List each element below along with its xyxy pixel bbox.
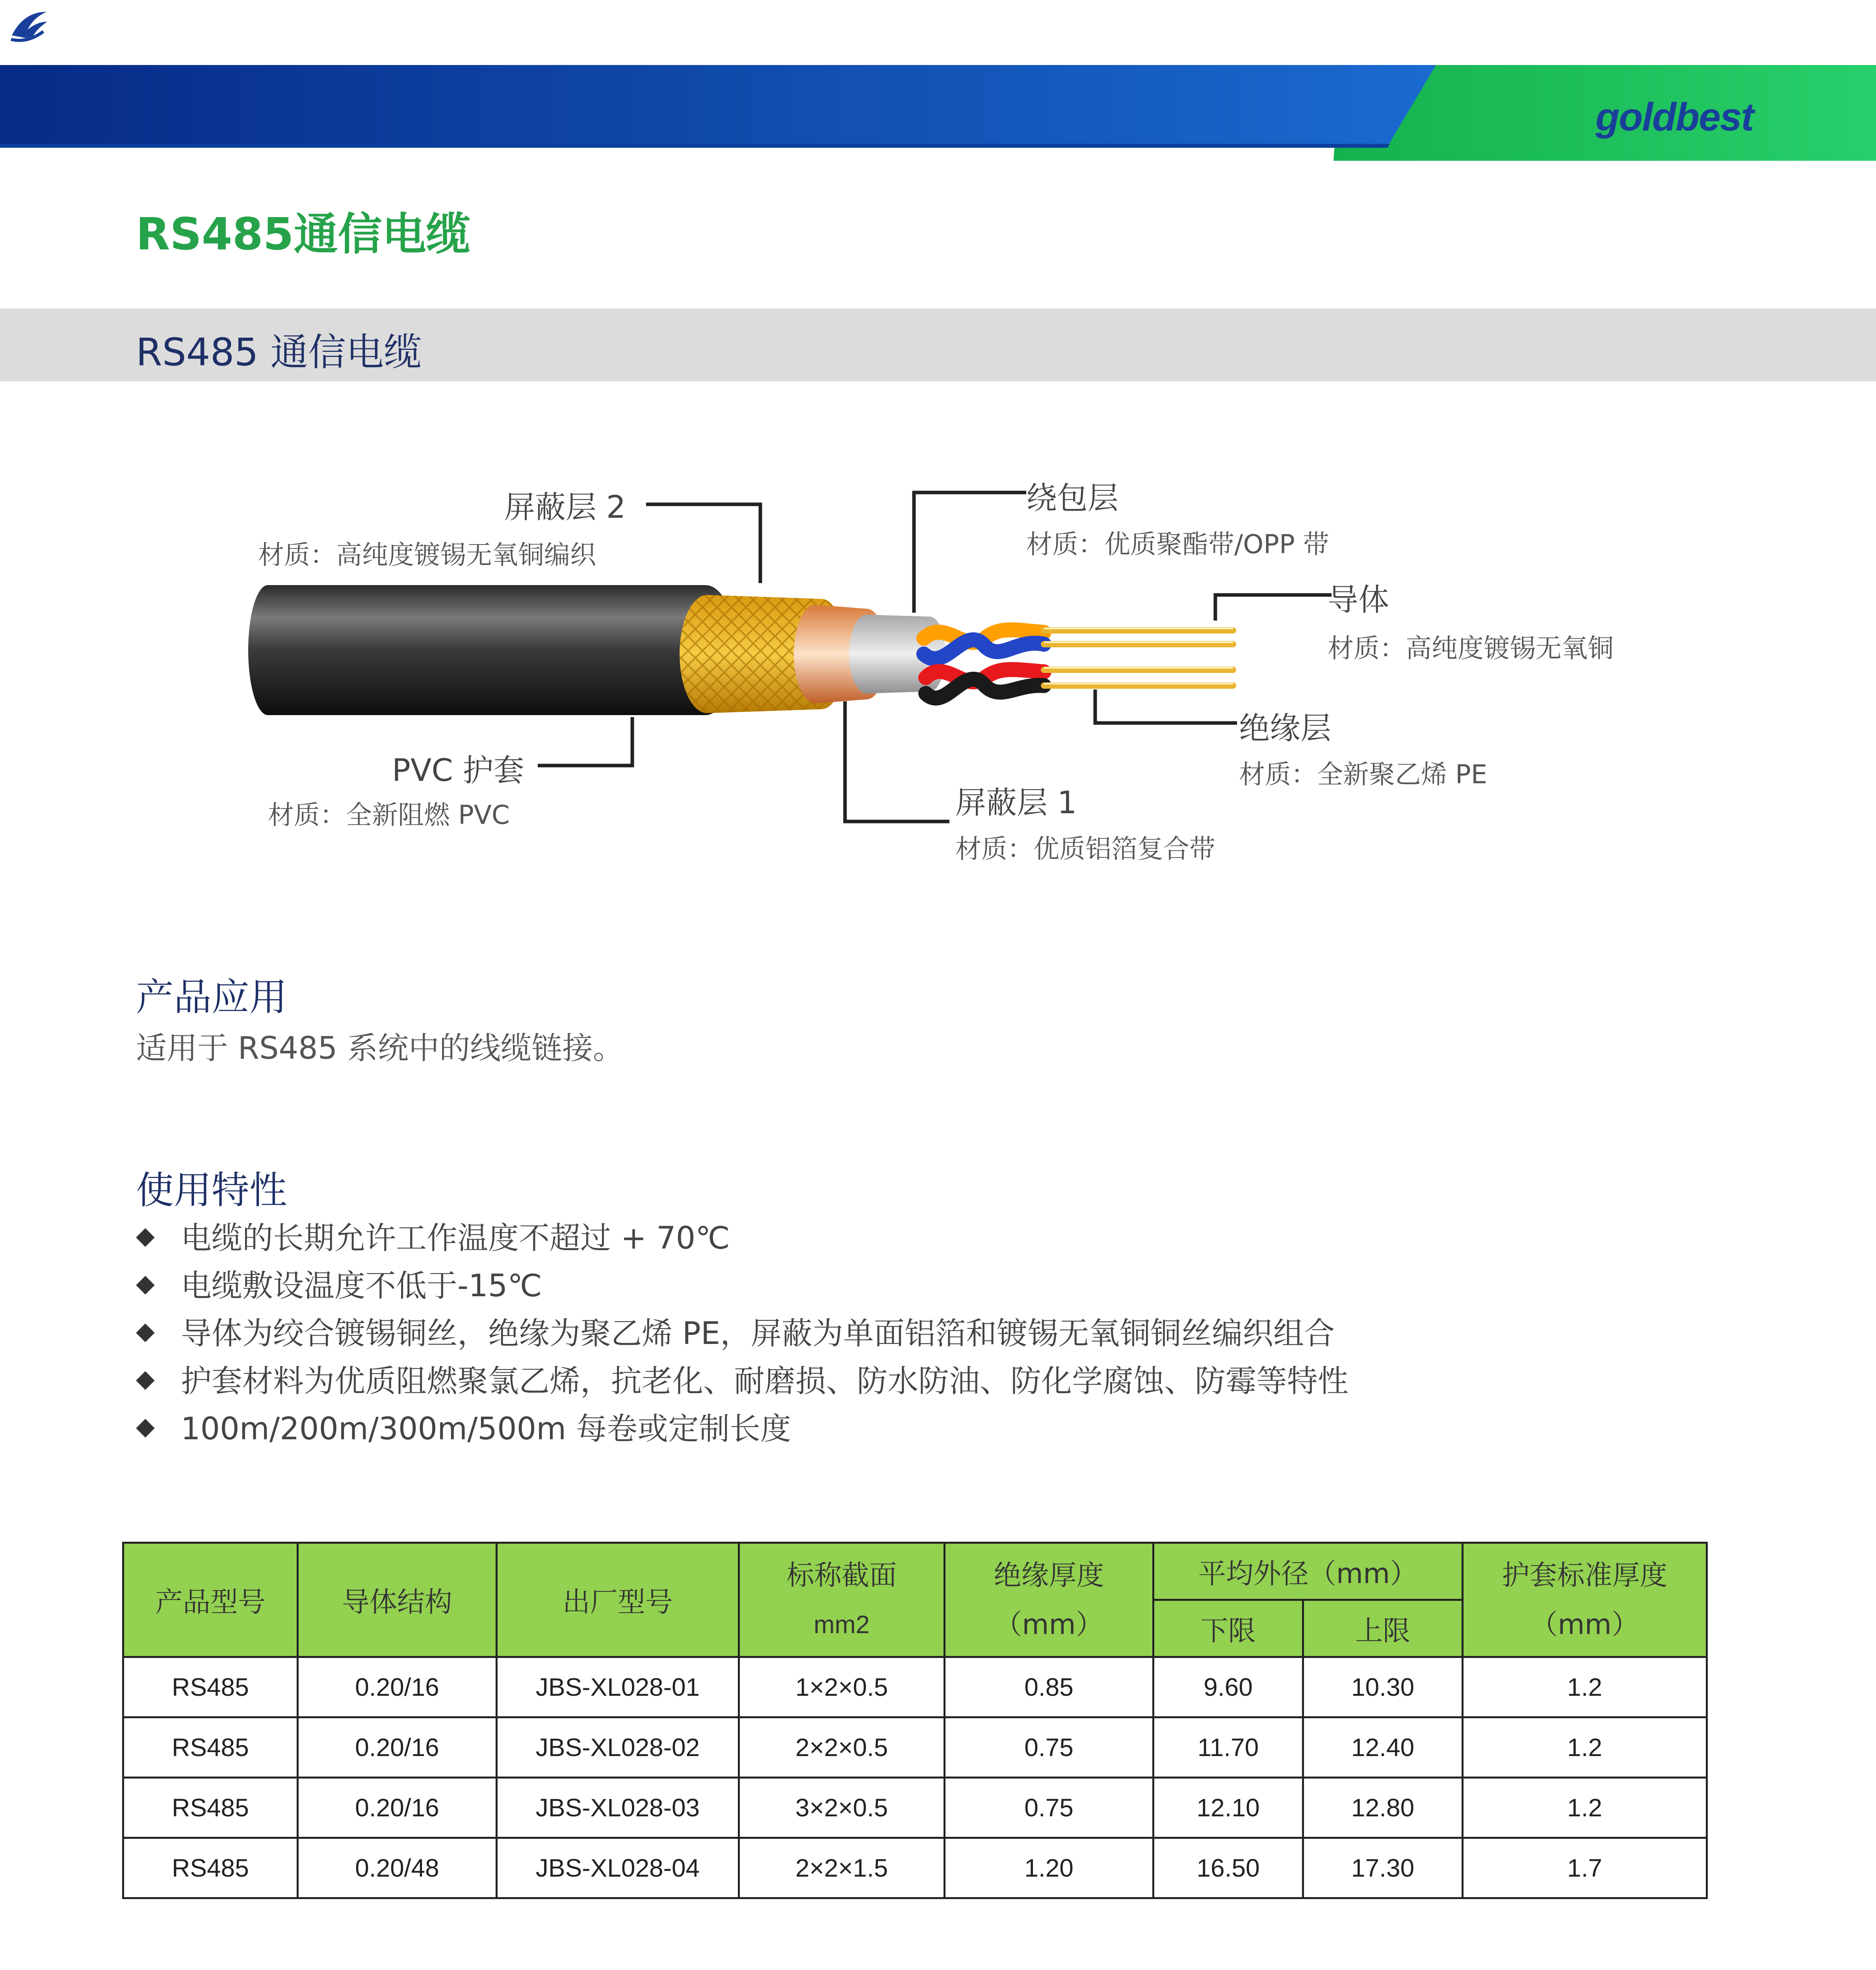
- shield2-material: 材质：高纯度镀锡无氧铜编织: [258, 540, 596, 570]
- features-list: [136, 1212, 1348, 1450]
- feature-item: ◆ 100m/200m/300m/500m 每卷或定制长度: [136, 1411, 791, 1447]
- table-row: RS485 0.20/16 JBS-XL028-03 3×2×0.5 0.75 12.10 12.80 1.2: [123, 1778, 1707, 1838]
- header-upper: 上限: [1303, 1600, 1463, 1657]
- pvc-jacket: [248, 585, 737, 715]
- conductor-material: 材质：高纯度镀锡无氧铜: [1328, 633, 1614, 663]
- insulation-black: [926, 679, 1044, 698]
- label-conductor: [1328, 575, 1389, 619]
- cable-structure-diagram: [0, 433, 1876, 906]
- insulation-material: 材质：全新聚乙烯 PE: [1239, 759, 1488, 790]
- brand-logo-text: goldbest: [1596, 95, 1753, 139]
- table-row: RS485 0.20/48 JBS-XL028-04 2×2×1.5 1.20 16.50 17.30 1.7: [123, 1838, 1707, 1898]
- feature-item: ◆ 电缆敷设温度不低于-15℃: [136, 1268, 542, 1304]
- conductor-highlight: [1044, 628, 1233, 684]
- diamond-bullet-icon: ◆: [136, 1316, 155, 1345]
- header-band: [0, 0, 1876, 165]
- wrap-material: 材质：优质聚酯带/OPP 带: [1026, 529, 1329, 559]
- shield1-name: 屏蔽层 1: [955, 785, 1077, 821]
- shield1-material: 材质：优质铝箔复合带: [955, 834, 1215, 864]
- feature-item: ◆ 电缆的长期允许工作温度不超过 + 70℃: [136, 1220, 730, 1256]
- application-heading: 产品应用: [136, 975, 287, 1019]
- feature-item: ◆ 护套材料为优质阻燃聚氯乙烯，抗老化、耐磨损、防水防油、防化学腐蚀、防霉等特性: [136, 1363, 1349, 1399]
- wrap-name: 绕包层: [1026, 481, 1119, 516]
- header-model: 产品型号: [123, 1543, 298, 1657]
- header-sheath: 护套标准厚度 （mm）: [1463, 1543, 1707, 1657]
- header-section: 标称截面 mm2: [739, 1543, 945, 1657]
- features-heading: 使用特性: [136, 1168, 287, 1212]
- header-conductor: 导体结构: [298, 1543, 497, 1657]
- spec-table: [122, 1542, 1708, 1899]
- diamond-bullet-icon: ◆: [136, 1364, 155, 1393]
- feature-item: ◆ 导体为绞合镀锡铜丝，绝缘为聚乙烯 PE，屏蔽为单面铝箔和镀锡无氧铜铜丝编织组合: [136, 1316, 1335, 1351]
- label-shield1: [955, 778, 1215, 865]
- label-pvc-material: [268, 794, 510, 831]
- diamond-bullet-icon: ◆: [136, 1221, 155, 1250]
- diamond-bullet-icon: ◆: [136, 1412, 155, 1440]
- header-diameter: 平均外径（mm）: [1153, 1543, 1463, 1600]
- label-shield2-material: [258, 534, 596, 571]
- label-wrap: [1026, 474, 1329, 561]
- header-lower: 下限: [1153, 1600, 1303, 1657]
- table-row: RS485 0.20/16 JBS-XL028-02 2×2×0.5 0.75 11.70 12.40 1.2: [123, 1717, 1707, 1778]
- page-title: RS485通信电缆: [136, 209, 470, 260]
- header-blue-band: [0, 65, 1436, 148]
- table-row: RS485 0.20/16 JBS-XL028-01 1×2×0.5 0.85 9.60 10.30 1.2: [123, 1657, 1707, 1717]
- label-conductor-material: [1328, 627, 1614, 665]
- section-title: RS485 通信电缆: [136, 330, 422, 374]
- conductor-name: 导体: [1328, 582, 1389, 618]
- insulation-name: 绝缘层: [1239, 711, 1332, 746]
- diamond-bullet-icon: ◆: [136, 1269, 155, 1297]
- cable-illustration: [0, 433, 1876, 906]
- conductors: [1044, 630, 1233, 686]
- label-insulation: [1239, 704, 1487, 791]
- header-factory-model: 出厂型号: [497, 1543, 739, 1657]
- pvc-name: PVC 护套: [392, 753, 524, 788]
- shield2-name: 屏蔽层 2: [504, 490, 626, 525]
- label-pvc: [392, 746, 524, 790]
- label-shield2: [504, 483, 626, 527]
- header-insulation: 绝缘厚度 （mm）: [945, 1543, 1153, 1657]
- application-text: 适用于 RS485 系统中的线缆链接。: [136, 1031, 624, 1066]
- goldbest-logo-icon: [0, 0, 55, 55]
- pvc-material: 材质：全新阻燃 PVC: [268, 800, 510, 830]
- page-header: [0, 0, 1876, 165]
